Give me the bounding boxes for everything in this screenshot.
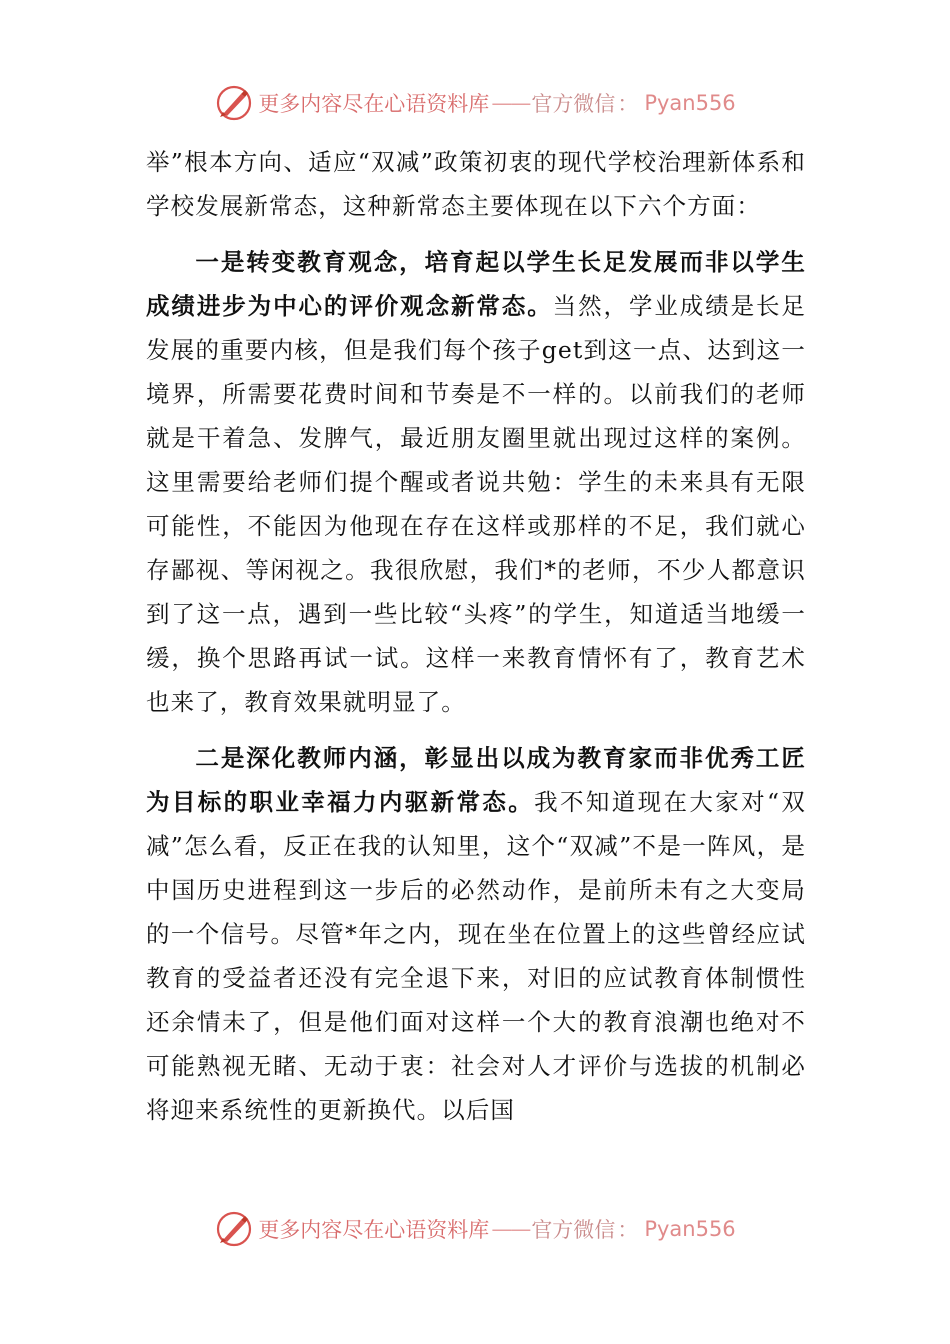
footer-site-text: 更多内容尽在心语资料库 xyxy=(258,1218,490,1242)
footer-banner xyxy=(0,1206,950,1252)
intro-paragraph: 举”根本方向、适应“双减”政策初衷的现代学校治理新体系和学校发展新常态，这种新常态主要体现在以下六个方面： xyxy=(146,148,806,220)
footer-dash: —— xyxy=(491,1217,530,1241)
header-banner xyxy=(0,80,950,126)
footer-wechat-label: 官方微信 xyxy=(531,1218,616,1242)
paragraph-2-heading: 二是深化教师内涵，彰显出以成为教育家而非优秀工匠为目标的职业幸福力内驱新常态。 xyxy=(146,744,806,816)
header-wechat-label: 官方微信 xyxy=(531,92,616,116)
paragraph-1-heading: 一是转变教育观念，培育起以学生长足发展而非以学生成绩进步为中心的评价观念新常态。 xyxy=(146,248,806,320)
paragraph-2 xyxy=(146,736,806,1132)
footer-colon: ： xyxy=(617,1218,639,1242)
header-colon: ： xyxy=(617,92,639,116)
paragraph-1 xyxy=(146,240,806,724)
pen-circle-logo-icon xyxy=(214,83,254,123)
paragraph-1-text: 当然，学业成绩是长足发展的重要内核，但是我们每个孩子get到这一点、达到这一境界，所需要花费时间和节奏是不一样的。以前我们的老师就是干着急、发脾气，最近朋友圈里就出现过这样的案例。这里需要给老师们提个醒或者说共勉：学生的未来具有无限可能性，不能因为他现在存在这样或那样的不足，我们就心存鄙视、等闲视之。我很欣慰，我们*的老师，不少人都意识到了这一点，遇到一些比较“头疼”的学生，知道适当地缓一缓，换个思路再试一试。这样一来教育情怀有了，教育艺术也来了，教育效果就明显了。 xyxy=(146,292,806,716)
header-site-text: 更多内容尽在心语资料库 xyxy=(258,92,490,116)
document-body xyxy=(146,140,806,1132)
pen-circle-logo-icon xyxy=(214,1209,254,1249)
paragraph-2-text: 我不知道现在大家对“双减”怎么看，反正在我的认知里，这个“双减”不是一阵风，是中国历史进程到这一步后的必然动作，是前所未有之大变局的一个信号。尽管*年之内，现在坐在位置上的这些曾经应试教育的受益者还没有完全退下来，对旧的应试教育体制惯性还余情未了，但是他们面对这样一个大的教育浪潮也绝对不可能熟视无睹、无动于衷：社会对人才评价与选拔的机制必将迎来系统性的更新换代。以后国 xyxy=(146,788,806,1124)
header-dash: —— xyxy=(491,91,530,115)
header-wechat-id: Pyan556 xyxy=(644,91,736,115)
footer-wechat-id: Pyan556 xyxy=(644,1217,736,1241)
